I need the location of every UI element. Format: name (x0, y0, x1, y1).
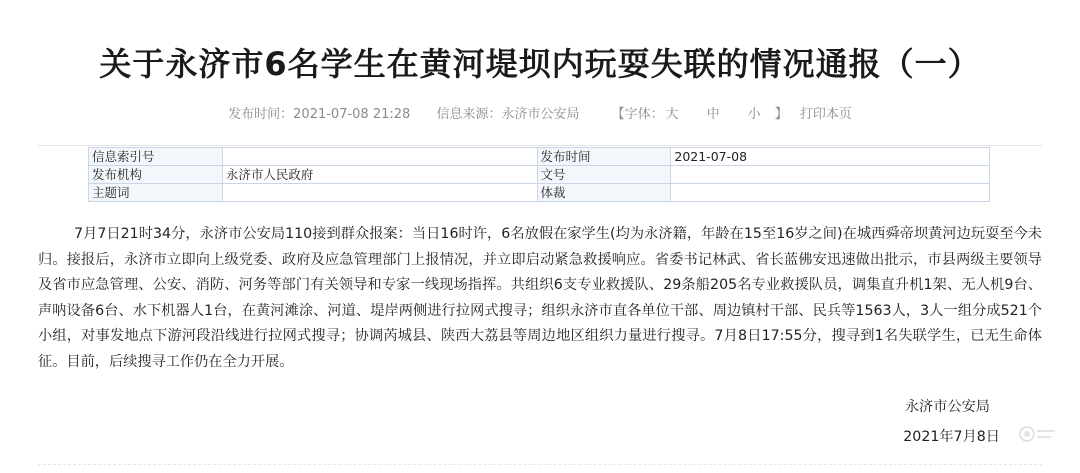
index-label: 信息索引号 (89, 148, 223, 166)
font-small-link[interactable]: 小 (747, 107, 761, 122)
agency-label: 发布机构 (89, 166, 223, 184)
print-page-link[interactable]: 打印本页 (799, 107, 852, 122)
doc-no-value (671, 166, 990, 184)
signer: 永济市公安局 (904, 399, 990, 415)
source-label: 信息来源： (436, 107, 502, 122)
font-size-suffix: 】 (774, 107, 788, 122)
header-divider (38, 145, 1042, 146)
publish-date-value: 2021-07-08 (671, 148, 990, 166)
font-size-control (612, 107, 788, 122)
publish-time-value: 2021-07-08 21:28 (293, 107, 411, 122)
font-medium-link[interactable]: 中 (706, 107, 720, 122)
publish-date-label: 发布时间 (537, 148, 671, 166)
signature-date: 2021年7月8日 (903, 429, 1000, 445)
article-body: 7月7日21时34分，永济市公安局110接到群众报案：当日16时许，6名放假在家学生(均为永济籍，年龄在15至16岁之间)在城西舜帝坝黄河边玩耍至今未归。接报后，永济市立即向上级党委、政府及应急管理部门上报情况，并立即启动紧急救援响应。省委书记林武、省长蓝佛安迅速做出批示，市县两级主要领导及省市应急管理、公安、消防、河务等部门有关领导和专家一线现场指挥。共组织6支专业救援队、29条船205名专业救援队员，调集直升机1架、无人机9台、声呐设备6台、水下机器人1台，在黄河滩涂、河道、堤岸两侧进行拉网式搜寻；组织永济市直各单位干部、周边镇村干部、民兵等1563人，3人一组分成521个小组，对事发地点下游河段沿线进行拉网式搜寻；协调芮城县、陕西大荔县等周边地区组织力量进行搜寻。7月8日17:55分，搜寻到1名失联学生，已无生命体征。目前，后续搜寻工作仍在全力开展。 (38, 226, 1042, 370)
font-large-link[interactable]: 大 (665, 107, 679, 122)
table-row (89, 148, 990, 166)
agency-value: 永济市人民政府 (222, 166, 537, 184)
table-row (89, 166, 990, 184)
source (436, 107, 579, 122)
publish-time-label: 发布时间： (228, 107, 294, 122)
publish-time (228, 107, 410, 122)
doc-no-label: 文号 (537, 166, 671, 184)
source-value: 永济市公安局 (501, 107, 580, 122)
watermark-logo-icon (1018, 422, 1058, 446)
index-value (222, 148, 537, 166)
genre-label: 体裁 (537, 184, 671, 202)
footer-divider (38, 464, 1042, 465)
article-title: 关于永济市6名学生在黄河堤坝内玩耍失联的情况通报（一） (99, 45, 981, 83)
keywords-label: 主题词 (89, 184, 223, 202)
genre-value (671, 184, 990, 202)
table-row (89, 184, 990, 202)
font-size-prefix: 【字体： (611, 107, 664, 122)
keywords-value (222, 184, 537, 202)
article-meta (0, 104, 1080, 126)
info-table (88, 147, 990, 202)
